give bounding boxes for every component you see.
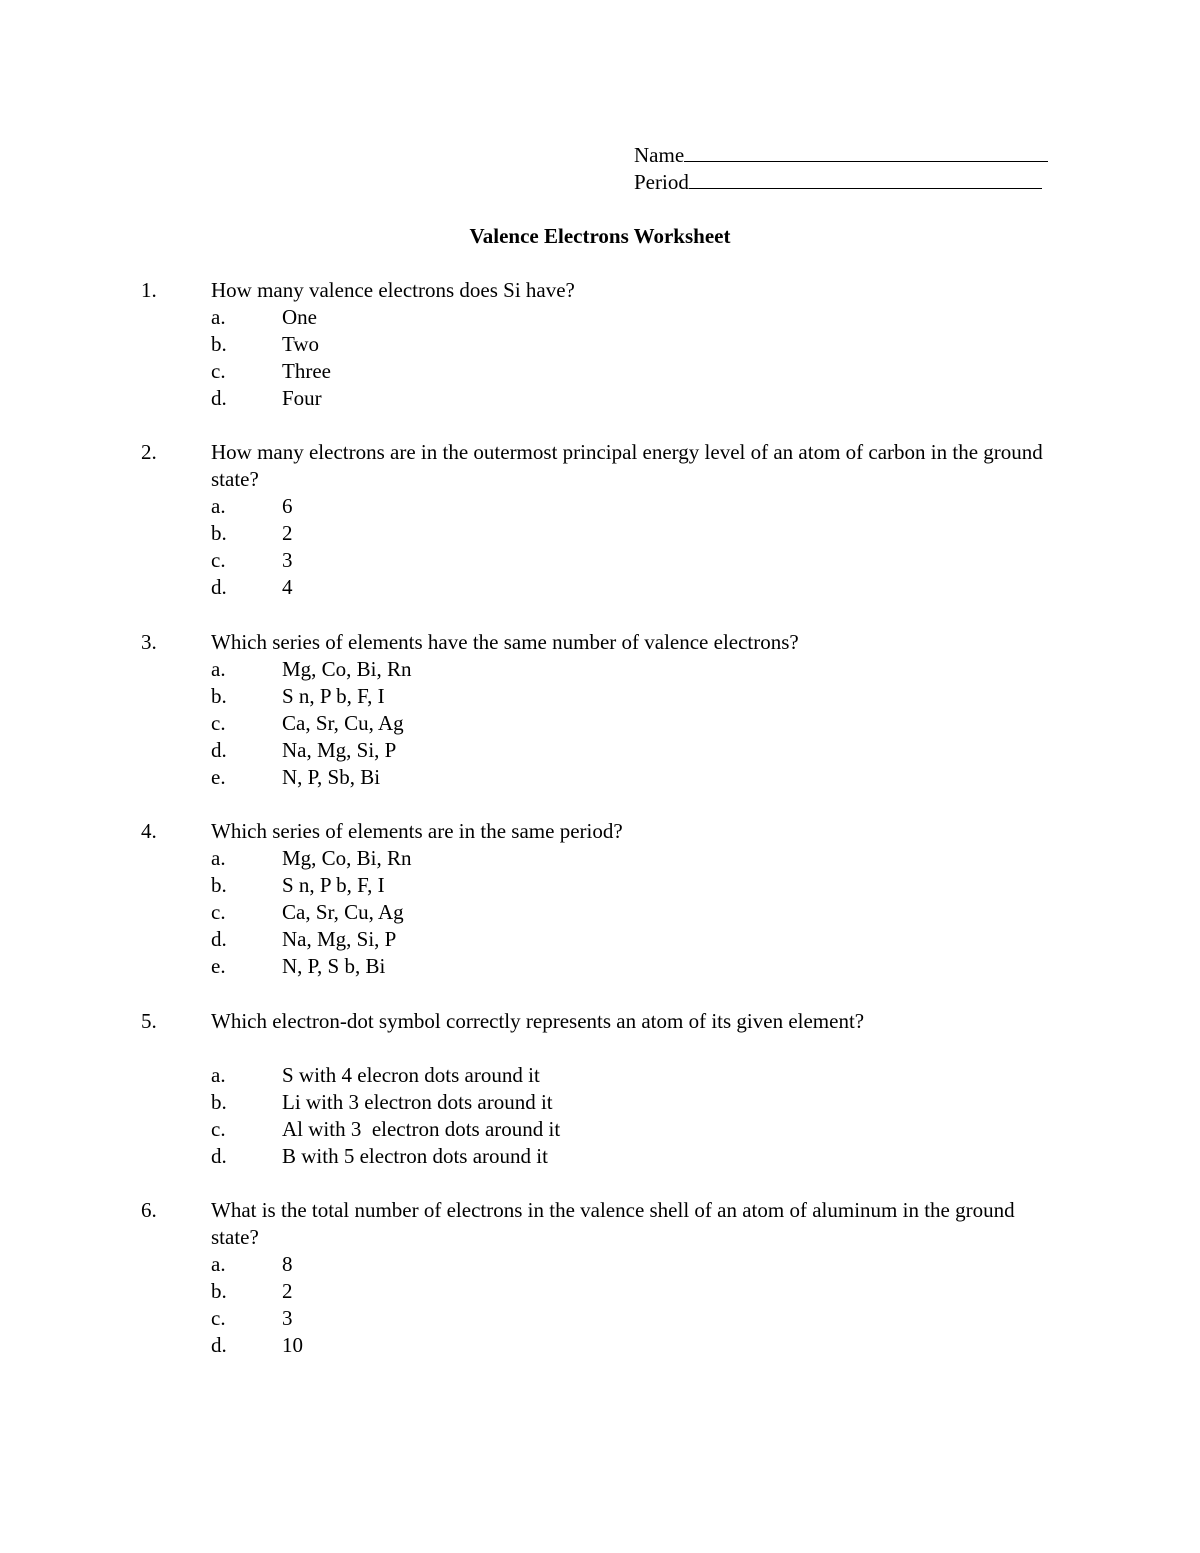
answer-option[interactable]	[0, 385, 1200, 412]
answer-option[interactable]	[0, 304, 1200, 331]
option-letter: b.	[211, 521, 227, 545]
option-text: Four	[282, 386, 322, 410]
answer-option[interactable]	[0, 331, 1200, 358]
question-6	[0, 1197, 1200, 1359]
answer-option[interactable]	[0, 1278, 1200, 1305]
question-text: Which series of elements have the same number of valence electrons?	[211, 630, 799, 654]
option-text: Two	[282, 332, 320, 356]
answer-option[interactable]	[0, 656, 1200, 683]
option-letter: d.	[211, 575, 227, 599]
option-letter: e.	[211, 954, 226, 978]
option-letter: c.	[211, 1117, 226, 1141]
answer-option[interactable]	[0, 926, 1200, 953]
option-text: N, P, Sb, Bi	[282, 765, 381, 789]
worksheet-title: Valence Electrons Worksheet	[469, 224, 731, 248]
option-text: Na, Mg, Si, P	[282, 927, 397, 951]
question-number: 3.	[141, 630, 157, 654]
answer-option[interactable]	[0, 737, 1200, 764]
answer-option[interactable]	[0, 683, 1200, 710]
answer-option[interactable]	[0, 710, 1200, 737]
option-letter: b.	[211, 332, 227, 356]
answer-option[interactable]	[0, 1305, 1200, 1332]
option-text: 3	[282, 548, 293, 572]
answer-option[interactable]	[0, 1116, 1200, 1143]
question-text: How many valence electrons does Si have?	[211, 278, 575, 302]
answer-option[interactable]	[0, 574, 1200, 601]
name-field-row	[634, 142, 1048, 169]
answer-option[interactable]	[0, 899, 1200, 926]
option-letter: a.	[211, 1063, 226, 1087]
question-5	[0, 1008, 1200, 1170]
answer-option[interactable]	[0, 1089, 1200, 1116]
question-number: 1.	[141, 278, 157, 302]
option-text: 10	[282, 1333, 303, 1357]
option-text: 2	[282, 1279, 293, 1303]
answer-option[interactable]	[0, 845, 1200, 872]
period-blank-line[interactable]	[689, 170, 1042, 189]
option-text: Mg, Co, Bi, Rn	[282, 846, 412, 870]
answer-option[interactable]	[0, 872, 1200, 899]
question-4	[0, 818, 1200, 980]
option-letter: c.	[211, 359, 226, 383]
option-text: S n, P b, F, I	[282, 873, 385, 897]
name-blank-line[interactable]	[684, 143, 1048, 162]
option-letter: a.	[211, 846, 226, 870]
question-2	[0, 439, 1200, 601]
option-text: Three	[282, 359, 331, 383]
option-text: Li with 3 electron dots around it	[282, 1090, 553, 1114]
option-letter: d.	[211, 738, 227, 762]
period-field-row	[634, 169, 1042, 196]
option-letter: c.	[211, 1306, 226, 1330]
option-text: S with 4 elecron dots around it	[282, 1063, 540, 1087]
option-text: Ca, Sr, Cu, Ag	[282, 900, 404, 924]
answer-option[interactable]	[0, 547, 1200, 574]
answer-option[interactable]	[0, 358, 1200, 385]
option-letter: e.	[211, 765, 226, 789]
option-letter: b.	[211, 1279, 227, 1303]
answer-option[interactable]	[0, 1143, 1200, 1170]
option-text: 6	[282, 494, 293, 518]
question-number: 2.	[141, 440, 157, 464]
question-3	[0, 629, 1200, 791]
option-letter: c.	[211, 711, 226, 735]
option-text: N, P, S b, Bi	[282, 954, 386, 978]
question-number: 4.	[141, 819, 157, 843]
question-text: What is the total number of electrons in the valence shell of an atom of aluminum in the ground state?	[211, 1198, 1015, 1249]
option-text: 4	[282, 575, 293, 599]
option-text: Ca, Sr, Cu, Ag	[282, 711, 404, 735]
answer-option[interactable]	[0, 1062, 1200, 1089]
question-text: Which series of elements are in the same period?	[211, 819, 623, 843]
option-text: S n, P b, F, I	[282, 684, 385, 708]
option-text: 3	[282, 1306, 293, 1330]
option-letter: d.	[211, 386, 227, 410]
question-1	[0, 277, 1200, 412]
option-text: Mg, Co, Bi, Rn	[282, 657, 412, 681]
answer-option[interactable]	[0, 764, 1200, 791]
option-text: Na, Mg, Si, P	[282, 738, 397, 762]
option-letter: d.	[211, 1144, 227, 1168]
question-text: Which electron-dot symbol correctly represents an atom of its given element?	[211, 1009, 865, 1033]
option-text: 8	[282, 1252, 293, 1276]
option-letter: a.	[211, 305, 226, 329]
option-letter: d.	[211, 927, 227, 951]
period-label: Period	[634, 170, 689, 194]
answer-option[interactable]	[0, 520, 1200, 547]
option-letter: a.	[211, 1252, 226, 1276]
answer-option[interactable]	[0, 953, 1200, 980]
question-number: 6.	[141, 1198, 157, 1222]
option-text: Al with 3 electron dots around it	[282, 1117, 561, 1141]
question-text: How many electrons are in the outermost principal energy level of an atom of carbon in the ground state?	[211, 440, 1043, 491]
option-text: 2	[282, 521, 293, 545]
option-letter: b.	[211, 1090, 227, 1114]
spacer	[0, 1035, 1200, 1062]
option-letter: a.	[211, 494, 226, 518]
answer-option[interactable]	[0, 1332, 1200, 1359]
name-label: Name	[634, 143, 685, 167]
option-letter: c.	[211, 900, 226, 924]
option-letter: c.	[211, 548, 226, 572]
option-text: One	[282, 305, 317, 329]
answer-option[interactable]	[0, 493, 1200, 520]
option-letter: b.	[211, 684, 227, 708]
option-letter: d.	[211, 1333, 227, 1357]
option-text: B with 5 electron dots around it	[282, 1144, 548, 1168]
answer-option[interactable]	[0, 1251, 1200, 1278]
option-letter: a.	[211, 657, 226, 681]
question-number: 5.	[141, 1009, 157, 1033]
option-letter: b.	[211, 873, 227, 897]
